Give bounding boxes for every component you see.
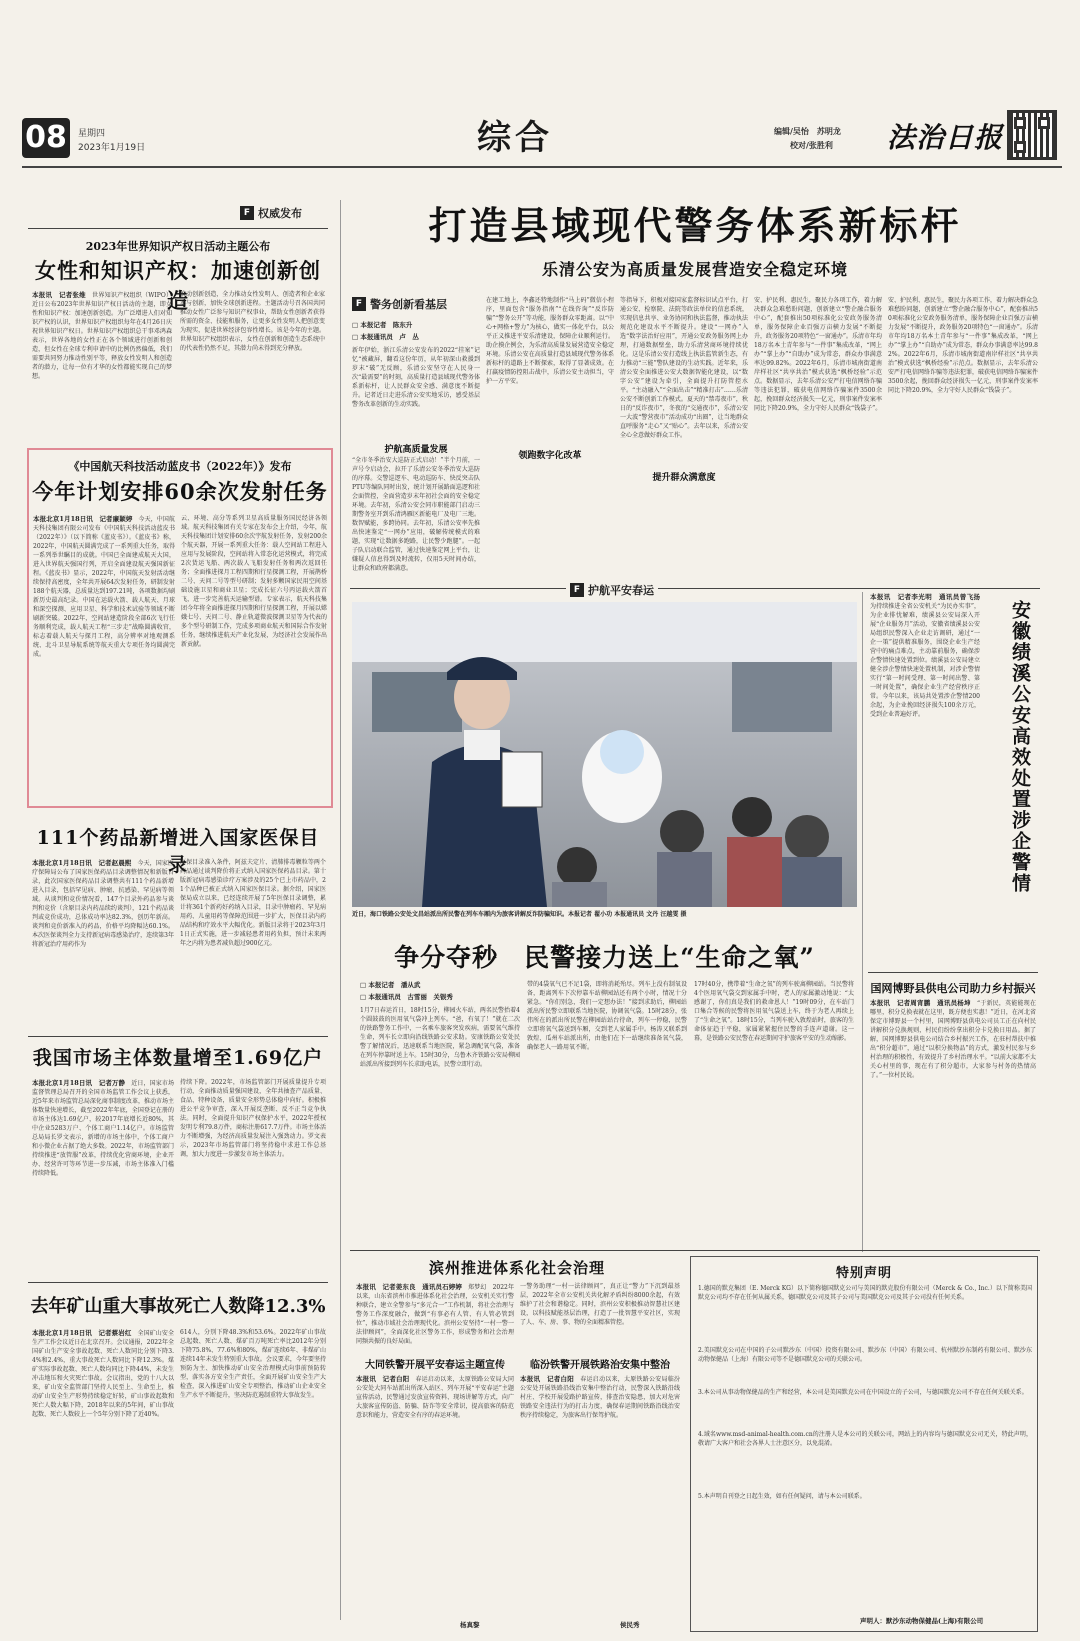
lead-body-col4: 安、护民利、惠民生，聚民力各项工作，着力解决群众急难愁盼问题，创新建立“警企融合服务中心”，配套推出50项标准化公安政务服务清单，服务保障企业百强万亩横力发展“不断提升，政务服务20项特色“一窗通办”。乐清市年均18万名本土青年参与“一件事”集成改革，“网上办”“掌上办”“自助办”成为常态，群众办事满意率达99.82%。2022年6月，乐清市城南街道南岸样社区“共享共治”模式获选“枫桥经验”示范点。数据显示，去年乐清公安严打电信网络诈骗等违法犯罪，破获电信网络诈骗案件3500余起，挽回群众经济损失一亿元，刑事案件发案率同比下降20.9%，全力守好人民群众“钱袋子”。: [754, 297, 882, 412]
space-kicker: 《中国航天科技活动蓝皮书（2022年）》发布: [68, 460, 292, 473]
photo-caption: 近日，海口铁路公安处文昌站派出所民警在列车车厢内为旅客讲解反诈防骗知识。本报记者 翟小功 本报通讯员 文丹 汪越雯 摄: [352, 911, 687, 918]
section-title: 综合: [477, 118, 553, 158]
section-f-icon: F: [570, 583, 584, 597]
photo-illustration: [352, 602, 857, 907]
notice-title: 特别声明: [835, 1266, 892, 1281]
lead-headline: 打造县域现代警务体系新标杆: [428, 203, 962, 248]
notice-p4: 4.域名www.msd-animal-health.com.cn的注册人是本公司的关联公司，网站上的内容均与德国默克公司无关，特此声明，敬请广大客户和社会各界人士注意区分，以免混淆。: [698, 1431, 1032, 1447]
railway-headline: 争分夺秒 民警接力送上“生命之氧”: [394, 943, 815, 972]
mine-body-col1: 本报北京1月18日讯 记者蔡岩红 全国矿山安全生产工作会议近日在北京召开。会议通报，2022年全国矿山生产安全事故起数、死亡人数同比分别下降3.4%和2.4%，重大事故死亡人数同比下降12.3%。煤矿实际事故起数、死亡人数均同比下降44%，未发生冲击地压和火灾死亡事故。会议指出，党的十八大以来，矿山安全监管部门坚持人民至上、生命至上，推动矿山安全生产形势持续稳定好转，矿山事故起数和死亡人数大幅下降，2018年以来的5年间，矿山事故起数、死亡人数较上一个5年分别下降了近40%。: [32, 1329, 174, 1418]
divider: [350, 588, 1040, 589]
notice-signature: 声明人：默沙东动物保健品(上海)有限公司: [860, 1617, 984, 1625]
lead-byline-2: □ 本报通讯员 卢 丛: [352, 333, 419, 341]
lead-byline-1: □ 本报记者 陈东升: [352, 321, 413, 329]
page-header: [22, 100, 1062, 180]
zhejiang-body-col2: 一警务助理“一村一法律顾问”，真正让“警力”下沉到最基层，2022年全市公安机关共化解矛盾纠纷8000余起，有效维护了社会和谐稳定。同时，滨州公安积极推动智慧社区建设，以科技赋能基层治理，打造了一批智慧平安社区，实现了人、车、房、事、物的全面精准管控。: [520, 1283, 680, 1326]
issue-date: 2023年1月19日: [78, 143, 146, 153]
shaanxi-headline: 国网博野县供电公司助力乡村振兴: [870, 982, 1036, 995]
news-photo-train: [352, 602, 857, 907]
masthead-logo: 法治日报: [887, 121, 1004, 154]
police2-body: 本报讯 记者白阳 春运启动以来，太原铁路公安局临汾公安处开展铁路沿线治安集中整治行动，民警深入铁路沿线村庄、学校开展爱路护路宣传，排查治安隐患，加大对危害铁路安全违法行为的打击力度，确保春运期间铁路沿线治安秩序持续稳定，为旅客出行保驾护航。: [520, 1375, 680, 1419]
lead-subhead-2: 领跑数字化改革: [486, 448, 614, 461]
police2-headline: 临汾铁警开展铁路治安集中整治: [530, 1360, 670, 1371]
lead-body-col1b: “全市冬季治安大巡防正式启动！”半个月前，一声号令启动会，拉开了乐清公安冬季治安大巡防的序幕。交警巡逻车、电动巡防车、快反突击队PTU等编队同时出发，统计划开展路面巡逻和社会面管控，全面营造岁末年初社会面的安全稳定环境。去年初，乐清公安会同市职能部门启动三期警务室开到乐清鸿雁区新能电厂及电厂三地。数智赋能，多跨协同。去年初，乐清公安率先推出快速鉴定“一网办”应用，破解传统模式的难题，实现“让数据多跑路，让民警少跑腿”。一起子队启动联合监管，通过快速鉴定网上平台，让嫌疑人信息得到及时流转，仅用5天时间办结，让群众和政府都满意。: [352, 457, 480, 572]
market-body-col2: 持续下降。2022年，市场监管部门开展质量提升专项行动，全面推动质量强国建设，全年共抽查产品质量、食品、特种设备，质量安全形势总体稳中向好。积极推进公平竞争审查，深入开展反垄断、反不正当竞争执法。同时，全面提升知识产权保护水平，2022年授权发明专利79.8万件，商标注册617.7万件。市场主体活力不断增强，为经济高质量发展注入强劲动力。罗文表示，2023年市场监管部门将坚持稳中求进工作总基调，加大力度进一步激发市场主体活力。: [180, 1079, 326, 1158]
market-headline: 我国市场主体数量增至1.69亿户: [32, 1047, 324, 1069]
market-body-col1: 本报北京1月18日讯 记者万静 近日，国家市场监督管理总局召开的全国市场监管工作会议上获悉，近5年来市场监管总局深化商事制度改革，推动市场主体数量快速增长，截至2022年年底，全国登记在册的市场主体达1.69亿户，较2017年底增长近80%，其中企业5283万户、个体工商户1.14亿户。市场监管总局局长罗文表示，新增的市场主体中，个体工商户和小微企业占据了绝大多数。2022年，市场监管部门持续推进“放管服”改革，持续优化营商环境，企业开办、经营许可等环节进一步压减，市场主体准入门槛持续降低。: [32, 1079, 174, 1177]
shaanxi-body: 本报讯 记者周宵鹏 通讯员杨坤 “于新民，英能能现在哪里，积分兑换表就在这里，既方便也实惠！”近日，在河北省保定市博野县一个村里，国网博野县供电公司员工正在向村民讲解积分兑换规则，村民们纷纷拿出积分卡兑换日用品。据了解，国网博野县供电公司结合乡村振兴工作，在驻村帮扶中推出“积分超市”，通过“以积分换物品”的方式，激发村民参与乡村治理的积极性，有效提升了乡村治理水平。“以前大家都不太关心村里的事，现在有了积分超市，大家参与村务的热情高了。”一位村民说。: [870, 999, 1036, 1079]
divider: [28, 1036, 328, 1037]
section-label-railway: F 护航平安春运: [566, 582, 658, 598]
zhejiang-body-col1: 本报讯 记者姜东良 通讯员石婷婷 郑梦幻 2022年以来，山东省滨州市推进体系化社会治理，公安机关实行警种联合，建立全警参与“多元合一”工作机制，将社会治理与警务工作深度融合，做到“有事必有人管、有人管必管到位”，推动市域社会治理现代化。滨州公安坚持“一村一警一法律顾问”，全面深化社区警务工作，形成警务和社会治理同频共振的良好局面。: [356, 1283, 514, 1345]
column-divider: [340, 200, 341, 1620]
section-label-police: F 警务创新看基层: [352, 296, 447, 312]
railway-byline-2: □ 本报通讯员 古雪丽 关银秀: [360, 993, 453, 1001]
railway-byline-1: □ 本报记者 潘从武: [360, 981, 421, 989]
lead-body-col1: 新年伊始，浙江乐清公安发布的2022“挂案”记忆“被藏屏，翻看这份年历，从年初深山救援到岁末“破”无反顾，乐清公安坚守在人民身一次“最需要”的时刻，高质量打造县域现代警务体系新标杆，让人民群众安全感、满意度不断提升。记者近日走进乐清公安实地采访，感受基层警务改革创新的生动实践。: [352, 347, 480, 408]
railway-body-col2: 带的4袋氧气已不足1袋，即将消耗殆尽。列车上没有制氧设备，距离列车下次停靠车站柳园站还有两个小时，情况十分紧急。“你们别急，我们一定想办法！”接到求助后，柳园站派出所民警立即联系当地医院，协调氧气袋。15时28分，张伟所在的派出所民警在柳园站站台待命，列车一停稳，民警立即将氧气袋送到车厢，交到老人家属手中。杨涛又联系到敦煌、瓜州车站派出所，由他们在下一站继续准备氧气袋，确保老人一路用氧不断。: [527, 981, 687, 1051]
lead-body-col5: 安、护民利、惠民生，聚民力各项工作，着力解决群众急难愁盼问题，创新建立“警企融合服务中心”，配套推出50项标准化公安政务服务清单，服务保障企业百强万亩横力发展“不断提升，政务服务20项特色“一窗通办”。乐清市年均18万名本土青年参与“一件事”集成改革，“网上办”“掌上办”“自助办”成为常态，群众办事满意率达99.82%。2022年6月，乐清市城南街道南岸样社区“共享共治”模式获选“枫桥经验”示范点。数据显示，去年乐清公安严打电信网络诈骗等违法犯罪，破获电信网络诈骗案件3500余起，挽回群众经济损失一亿元，刑事案件发案率同比下降20.9%，全力守好人民群众“钱袋子”。: [888, 297, 1038, 394]
column-divider: [862, 592, 863, 1252]
space-headline: 今年计划安排60余次发射任务: [32, 479, 328, 504]
divider: [28, 1282, 328, 1283]
section-f-icon: F: [352, 297, 366, 311]
anhui-headline: 安徽绩溪公安高效处置涉企警情: [1009, 600, 1031, 894]
notice-p2: 2.美国默克公司在中国的子公司默沙东（中国）投资有限公司、默沙东（中国）有限公司、杭州默沙东制药有限公司、默沙东动物保健品（上海）有限公司等不是德国默克公司的关联公司。: [698, 1347, 1032, 1363]
lead-subhead-1: 护航高质量发展: [384, 445, 448, 455]
section-label-text: 权威发布: [258, 207, 302, 220]
drugs-body-col1: 本报北京1月18日讯 记者赵晨熙 今天，国家医疗保障局公布了国家医保药品目录调整情况和新版目录，此次国家医保药品目录调整共有111个药品新增进入目录，包括罕见病、肿瘤、抗感染、罕见病等领域。从谈判和竞价情况看，147个目录外药品参与谈判和竞价（含原目录内药品续约谈判），121个药品谈判或竞价成功，总体成功率达82.3%，创历年新高。谈判和竞价新准入的药品，价格平均降幅达60.1%。本次医保谈判全力支持新冠病毒感染治疗，连续第3年将新冠治疗用药作为: [32, 859, 174, 948]
header-rule: [22, 166, 1062, 168]
lead-subtitle: 乐清公安为高质量发展营造安全稳定环境: [541, 260, 848, 279]
anhui-body-col1: 本报讯 记者李光明 通讯员曾飞扬 为持续推进全省公安机关“为民办实事”，为企业排忧解难，绩溪县公安局深入开展“企业服务月”活动，安徽省绩溪县公安局组织民警深入企业走访调研，通过“一企一策”提供精准服务，围绕企业生产经营中的痛点难点，主动靠前服务，确保涉企警情快速处置到位。绩溪县公安局建立健全涉企警情快速处置机制，对涉企警情实行“第一时间受理、第一时间出警、第一时间处置”，确保企业生产经营秩序正常。今年以来，该局共处置涉企警情200余起，为企业挽回经济损失100余万元，受到企业普遍好评。: [870, 593, 980, 718]
notice-p1: 1.德国的默克集团（E. Merck KG）以下简称德国默克公司与美国的默克股份有限公司（Merck & Co., Inc.）以下简称美国默克公司均不存在任何从属关系，德国默克公司及其子公司与美国默克公司及其子公司没有任何关系。: [698, 1285, 1032, 1301]
space-body-col1: 本报北京1月18日讯 记者廉颖婷 今天，中国航天科技集团有限公司发布《中国航天科技活动蓝皮书（2022年）》（以下简称《蓝皮书》）。《蓝皮书》称，2022年，中国航天圆满完成了一系列重大任务，取得一系列举世瞩目的成就。中国已全面建成航天大国，进入世界航天强国行列，开启全面建设航天强国新征程。《蓝皮书》显示，2022年，中国航天发射活动继续保持高密度，全年共开展64次发射任务，研制发射188个航天器，总质量达到197.21吨，各项数据均刷新历史最高纪录。中国在运载火箭、载人航天、月球和深空探测、应用卫星、科学和技术试验等领域不断刷新突破。2022年，空间站建造阶段全部6次飞行任务顺利完成，载人航天工程“三步走”战略圆满收官，标志着载人航天与探月工程，高分辨率对地观测系统、北斗卫星导航系统等航天重大专项任务均圆满完成。: [33, 515, 175, 658]
railway-body-col1: 1月7日春运首日，18时15分，柳园火车站，两名民警抬着4个圆鼓鼓的医用氧气袋冲上列车。“爸，有氧了！”就在二次的铁路警务工作中，一名乘车旅客突发疾病，需要氧气维持生命，列车长立即向沿线铁路公安求助。安康铁路公安处民警了解情况后，迅速联系当地医院，紧急调配氧气袋，准备在列车停靠时送上车。15时30分，乌鲁木齐铁路公安局柳园站派出所接到列车长求助电话，民警立即行动。: [360, 1007, 520, 1068]
drugs-headline: 111个药品新增进入国家医保目录: [36, 827, 320, 876]
lead-body-col3: 等指导下，积极对接国家监督标识试点平台，打通公安、检察院、法院等政法单位的信息系统，实现信息共享、业务协同和执法监督，推动执法规范化建设水平不断提升。建设“一网办”入选“数字法治好应用”，开通公安政务服务网上办理，打通数据壁垒，助力乐清营商环境持续优化。这是乐清公安打造线上执法监管新生态，有力推动“三能”警队建设的生动实践。近年来，乐清公安全面推进公安大数据智能化建设，以“数字公安”建设为牵引，全面提升打防管控水平。“主动融入”“全面出击”“精准打击”……乐清公安不断创新工作模式。夏天的“禁毒夜市”，秋日的“反诈夜市”，冬夜的“交通夜市”，乐清公安一大波“警营夜市”活动成功“出圈”，让当地群众直呼服务“走心”又“贴心”。去年以来，乐清公安全心全意做好群众工作。: [620, 297, 748, 439]
divider: [350, 1250, 1040, 1251]
divider: [28, 228, 328, 229]
zhejiang-headline: 滨州推进体系化社会治理: [428, 1259, 605, 1277]
divider: [868, 972, 1038, 973]
proofreader: 校对/张胜利: [790, 141, 833, 150]
police2-sign: 侯民秀: [620, 1621, 640, 1629]
notice-p5: 5.本声明自刊登之日起生效，如有任何疑问，请与本公司联系。: [698, 1493, 866, 1500]
lead-subhead-3: 提升群众满意度: [620, 470, 748, 483]
ip-body-col2: 推动创新创造，全力推动女性发明人、创造者和企业家参与创新，加快全球创新进程。主题活动号召各国共同推动女性广泛参与知识产权事业，帮助女性创新者获得所需的资金、技能和服务，让更多女性发明人把创意变为现实，促进世界经济包容性增长。该是今年的主题。世界知识产权组织表示，女性在创新和创造生态系统中的代表性仍然不足，其潜力尚未得到充分释放。: [180, 291, 325, 352]
ip-kicker: 2023年世界知识产权日活动主题公布: [85, 240, 271, 253]
section-f-icon: F: [240, 206, 254, 220]
railway-body-col3: 17时40分，携带着“生命之氧”的列车驶离柳园站。当民警将4个医用氧气袋交到家属手中时，老人的家属激动地说：“太感谢了，你们真是我们的救命恩人！”19时09分，在车站门口集合等候的民警将医用氧气袋送上车，终于为老人再续上了“生命之氧”。18时15分，当列车驶入敦煌站时，旅客的生命体征趋于平稳，家属紧紧握住民警的手连声道谢。这一幕，是铁路公安民警在春运期间守护旅客平安的生动缩影。: [694, 981, 854, 1042]
qr-code: [1007, 110, 1057, 160]
page-number-badge: 08: [22, 118, 70, 158]
ip-headline: 女性和知识产权：加速创新创造: [35, 258, 321, 313]
lead-body-col2: 在建工地上，李鑫还特地制作“马上码”微信小程序，里面包含“服务指南”“在线咨询”“反诈防骗”“警务公开”等功能，服务群众零距离。以“中心+网格+警力”为核心，做实一体化平台，以公平正义推进平安乐清建设，保障企业顺利运行。助企摸企例会，为乐清高质量发展营造安全稳定环境。乐清公安在高质量打造县域现代警务体系新标杆的道路上不断探索，取得了显著成效。在打赢疫情防控阻击战中，乐清公安主动担当，守护一方平安。: [486, 297, 614, 385]
police1-headline: 大同铁警开展平安春运主题宣传: [365, 1360, 505, 1371]
mine-body-col2: 614人，分别下降48.3%和53.6%。2022年矿山事故总起数、死亡人数、煤矿百万吨死亡率比2012年分别下降75.8%、77.6%和80%，煤矿连续6年、非煤矿山连续14年未发生特别重大事故。会议要求，今年要坚持预防为主、加快推动矿山安全治理模式向事前预防转型，落实各方安全生产责任，全面开展矿山安全生产大检查，深入推进矿山安全专项整治，推动矿山企业安全生产水平不断提升，坚决防范遏制重特大事故发生。: [180, 1329, 326, 1399]
notice-p3: 3.本公司从事动物保健品的生产和经营，本公司是美国默克公司在中国设立的子公司，与德国默克公司不存在任何关联关系。: [698, 1389, 1028, 1396]
police1-sign: 杨真黎: [460, 1621, 480, 1629]
ip-body-col1: 本报讯 记者张维 世界知识产权组织（WIPO）近日公布2023年世界知识产权日活动的主题，即女性和知识产权：加速创新创造。为广泛增进人们对知识产权的认识，世界知识产权组织每年在4月26日庆祝世界知识产权日。世界知识产权组织总干事邓鸿森表示，世界各地的女性正在各个领域进行创新和创造，但女性在全球专利申请中的比例仍然偏低，我们需要共同努力推动性别平等，释放女性发明人和创造者的潜力，让每一位有才华的女性都能实现自己的梦想。: [32, 291, 172, 380]
editors: 编辑/吴怡 苏明龙: [774, 127, 841, 136]
space-body-col2: 云、环境、高分等系列卫星高质量服务国民经济各领域。航天科技集团有关专家在发布会上介绍，今年，航天科技集团计划安排60余次宇航发射任务，发射200余个航天器，开展一系列重大任务：载人空间站工程进入应用与发展阶段，空间站将入常态化运营模式，将完成2次货运飞船、两次载人飞船发射任务和两次返回任务；全面推进探月工程四期和行星探测工程，开展鹊桥二号、天问二号等型号研制；发射多颗国家民用空间基础设施卫星和商业卫星；完成长征六号丙运载火箭首飞，进一步完善航天运输型谱。专家表示，航天科技集团今年将全面推进探月四期和行星探测工程，开展以嫦娥七号、天问二号、静止轨道微波探测卫星等为代表的多个型号研制工作，完成多项商业航天和国际合作发射任务，继续推进航天产业化发展，为经济社会发展作出新贡献。: [181, 515, 327, 648]
drugs-body-col2: 医保目录准入条件，阿兹夫定片、清肺排毒颗粒等两个药品通过谈判降价将正式纳入国家医保药品目录。第十版新冠病毒感染诊疗方案涉及的25个已上市药品中，21个品种已被正式纳入国家医保目录。据介绍，国家医保局成立以来，已经连续开展了5年医保目录调整，累计将361个新药好药纳入目录，目录中肿瘤药、罕见病用药、儿童用药等保障范围进一步扩大，医保目录内药品结构和疗效水平大幅优化。新版目录将于2023年3月1日正式实施，进一步减轻患者用药负担，预计未来两年之内将为患者减负超过900亿元。: [180, 859, 326, 947]
mine-headline: 去年矿山重大事故死亡人数降12.3%: [30, 1296, 326, 1317]
weekday: 星期四: [78, 129, 106, 139]
police1-body: 本报讯 记者白阳 春运启动以来，太原铁路公安局大同公安处大同车站派出所深入站区、列车开展“平安春运”主题宣传活动，民警通过发放宣传资料、现场讲解等方式，向广大旅客宣传防盗、防骗、防诈等安全常识，提高旅客的防范意识和能力，营造安全有序的春运环境。: [356, 1375, 514, 1419]
section-label-authority: [240, 205, 302, 221]
